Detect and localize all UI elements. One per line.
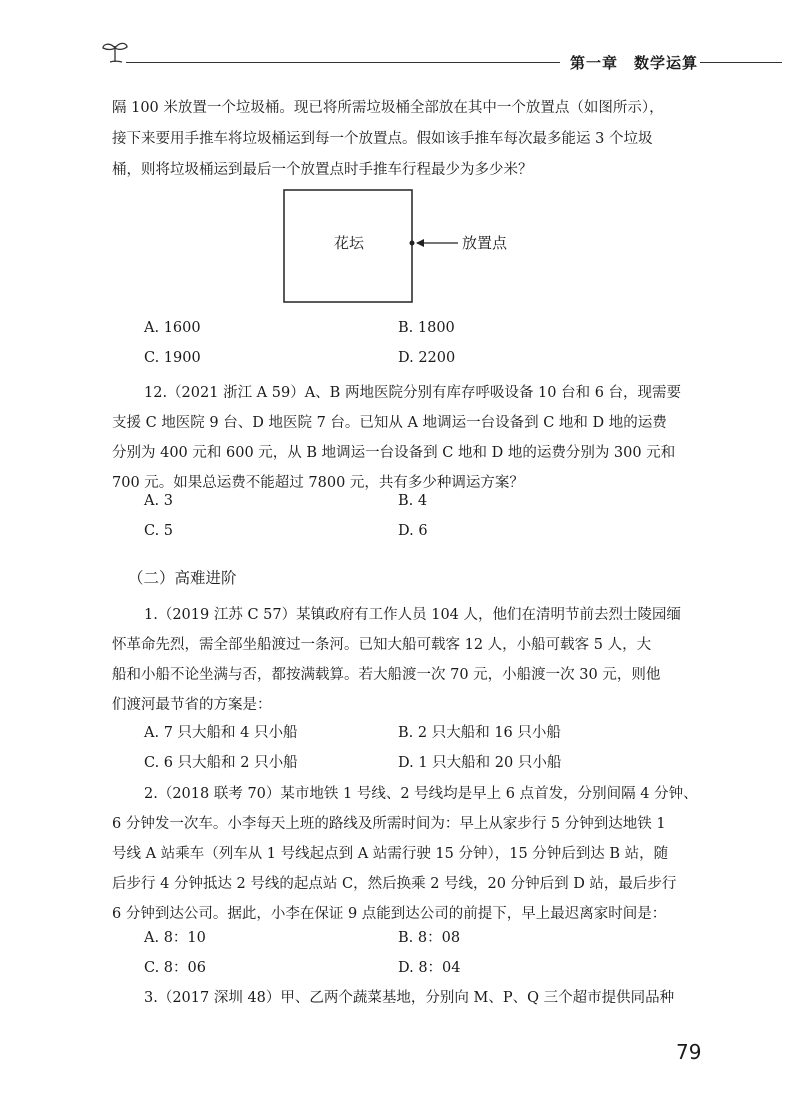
q12-line: 12.（2021 浙江 A 59）A、B 两地医院分别有库存呼吸设备 10 台和 6 台，现需要 (144, 385, 682, 401)
option-b: B. 1800 (398, 320, 455, 336)
h2-line: 6 分钟发一次车。小李每天上班的路线及所需时间为：早上从家步行 5 分钟到达地铁 1 (112, 816, 666, 832)
h1-line: 1.（2019 江苏 C 57）某镇政府有工作人员 104 人，他们在清明节前去烈士陵园缅 (144, 607, 682, 623)
header-rule-right (700, 62, 782, 63)
option-c: C. 6 只大船和 2 只小船 (144, 755, 298, 771)
arrow-icon (416, 239, 424, 247)
header-rule-left (126, 62, 560, 63)
intro-line: 接下来要用手推车将垃圾桶运到每一个放置点。假如该手推车每次最多能运 3 个垃圾 (112, 131, 653, 147)
option-c: C. 8：06 (144, 960, 206, 976)
option-d: D. 6 (398, 523, 428, 539)
intro-line: 隔 100 米放置一个垃圾桶。现已将所需垃圾桶全部放在其中一个放置点（如图所示）， (112, 100, 664, 116)
h2-line: 号线 A 站乘车（列车从 1 号线起点到 A 站需行驶 15 分钟），15 分钟后到达 B 站，随 (112, 846, 669, 862)
option-c: C. 1900 (144, 350, 201, 366)
h2-line: 后步行 4 分钟抵达 2 号线的起点站 C，然后换乘 2 号线，20 分钟后到 D 站，最后步行 (112, 876, 677, 892)
page-number: 79 (676, 1040, 702, 1064)
q12-line: 700 元。如果总运费不能超过 7800 元，共有多少种调运方案？ (112, 475, 524, 491)
q12-line: 分别为 400 元和 600 元，从 B 地调运一台设备到 C 地和 D 地的运费分别为 300 元和 (112, 445, 676, 461)
placement-label: 放置点 (462, 234, 508, 252)
option-d: D. 2200 (398, 350, 456, 366)
option-b: B. 2 只大船和 16 只小船 (398, 725, 561, 741)
option-a: A. 7 只大船和 4 只小船 (144, 725, 298, 741)
option-b: B. 4 (398, 493, 428, 509)
h1-line: 们渡河最节省的方案是： (112, 697, 272, 713)
h2-line: 6 分钟到达公司。据此，小李在保证 9 点能到达公司的前提下，早上最迟离家时间是： (112, 906, 667, 922)
option-a: A. 3 (144, 493, 173, 509)
option-a: A. 1600 (144, 320, 201, 336)
option-a: A. 8：10 (144, 930, 206, 946)
option-b: B. 8：08 (398, 930, 461, 946)
sprout-icon (100, 38, 130, 64)
section-heading: （二）高难进阶 (128, 569, 237, 587)
q12-line: 支援 C 地医院 9 台、D 地医院 7 台。已知从 A 地调运一台设备到 C 地和 D 地的运费 (112, 415, 667, 431)
intro-line: 桶，则将垃圾桶运到最后一个放置点时手推车行程最少为多少米？ (112, 162, 533, 178)
h3-line: 3.（2017 深圳 48）甲、乙两个蔬菜基地，分别向 M、P、Q 三个超市提供同品种 (144, 990, 675, 1006)
h1-line: 怀革命先烈，需全部坐船渡过一条河。已知大船可载客 12 人，小船可载客 5 人，大 (112, 637, 652, 653)
flowerbed-label: 花坛 (334, 234, 365, 252)
option-d: D. 8：04 (398, 960, 461, 976)
chapter-title: 第一章 数学运算 (566, 52, 702, 73)
h1-line: 船和小船不论坐满与否，都按满载算。若大船渡一次 70 元，小船渡一次 30 元，则他 (112, 667, 661, 683)
h2-line: 2.（2018 联考 70）某市地铁 1 号线、2 号线均是早上 6 点首发，分别间隔 4 分钟、 (144, 786, 698, 802)
placement-point (410, 241, 415, 246)
option-c: C. 5 (144, 523, 174, 539)
option-d: D. 1 只大船和 20 只小船 (398, 755, 562, 771)
